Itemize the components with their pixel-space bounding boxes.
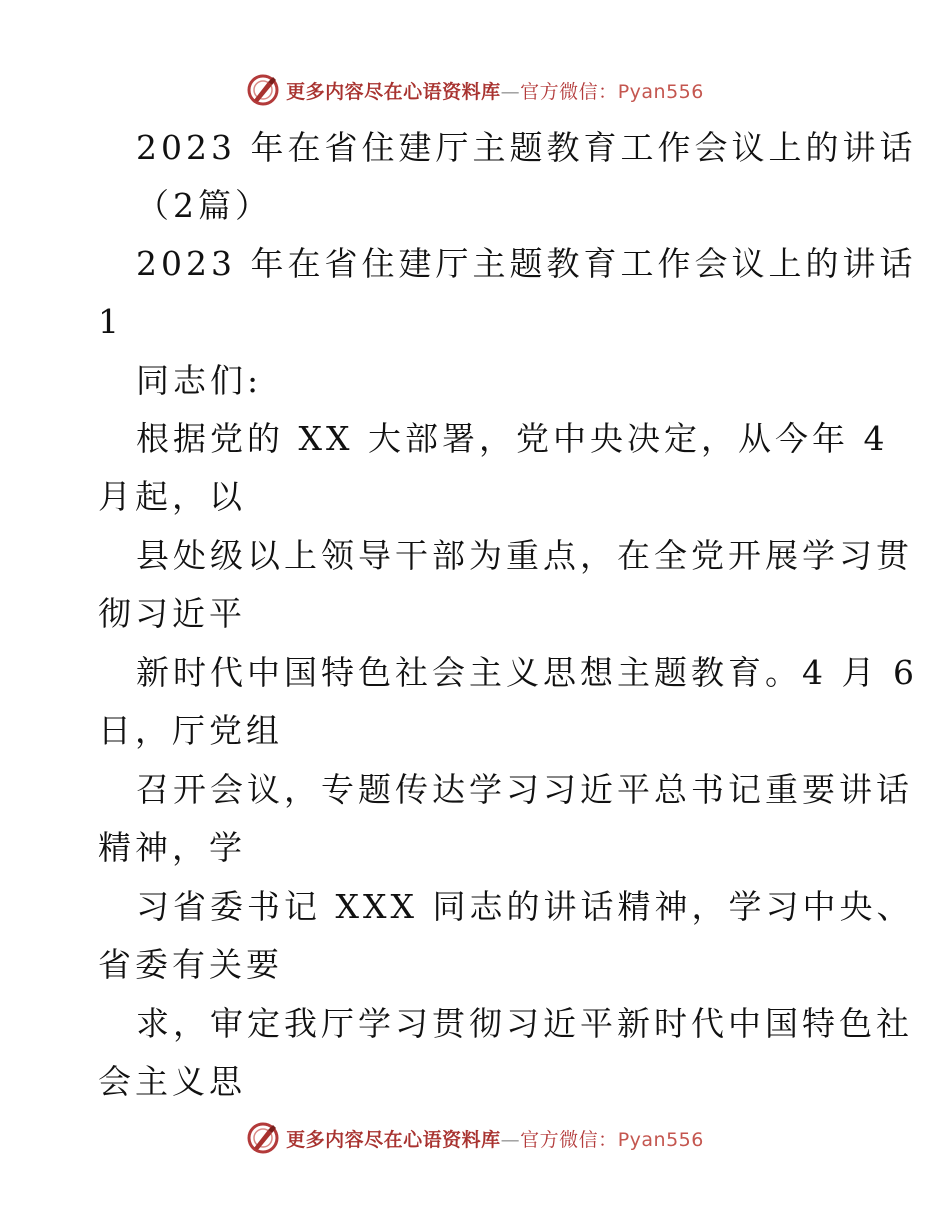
footer-banner <box>0 1118 950 1158</box>
document-subtitle-number: 1 <box>98 302 123 341</box>
pen-logo-icon <box>246 1121 280 1155</box>
body-line: 精神，学 <box>98 828 246 867</box>
banner-lead: 更多内容尽在心语资料库 <box>286 1128 501 1151</box>
document-subtitle: 2023 年在省住建厅主题教育工作会议上的讲话 <box>136 244 917 283</box>
header-banner <box>0 70 950 110</box>
body-line: 求，审定我厅学习贯彻习近平新时代中国特色社 <box>136 1004 913 1043</box>
body-line: 习省委书记 XXX 同志的讲话精神，学习中央、 <box>136 887 914 926</box>
banner-text <box>286 1125 704 1152</box>
document-title-count: （2篇） <box>136 186 272 225</box>
banner-lead: 更多内容尽在心语资料库 <box>286 80 501 103</box>
banner-account: Pyan556 <box>617 80 704 103</box>
banner-account: Pyan556 <box>617 1128 704 1151</box>
body-line: 会主义思 <box>98 1062 246 1101</box>
body-line: 省委有关要 <box>98 945 283 984</box>
body-line: 根据党的 XX 大部署，党中央决定，从今年 4 <box>136 419 889 458</box>
body-line: 县处级以上领导干部为重点，在全党开展学习贯 <box>136 536 913 575</box>
body-line: 召开会议，专题传达学习习近平总书记重要讲话 <box>136 770 913 809</box>
body-line: 日，厅党组 <box>98 711 283 750</box>
banner-text <box>286 77 704 104</box>
banner-label: 官方微信： <box>520 80 618 103</box>
banner-dash: — <box>500 80 521 103</box>
body-line: 月起，以 <box>98 477 246 516</box>
body-line: 新时代中国特色社会主义思想主题教育。4 月 6 <box>136 653 918 692</box>
document-title: 2023 年在省住建厅主题教育工作会议上的讲话 <box>136 128 917 167</box>
banner-dash: — <box>500 1128 521 1151</box>
banner-label: 官方微信： <box>520 1128 618 1151</box>
pen-logo-icon <box>246 73 280 107</box>
body-line: 彻习近平 <box>98 594 246 633</box>
salutation: 同志们: <box>136 361 263 400</box>
